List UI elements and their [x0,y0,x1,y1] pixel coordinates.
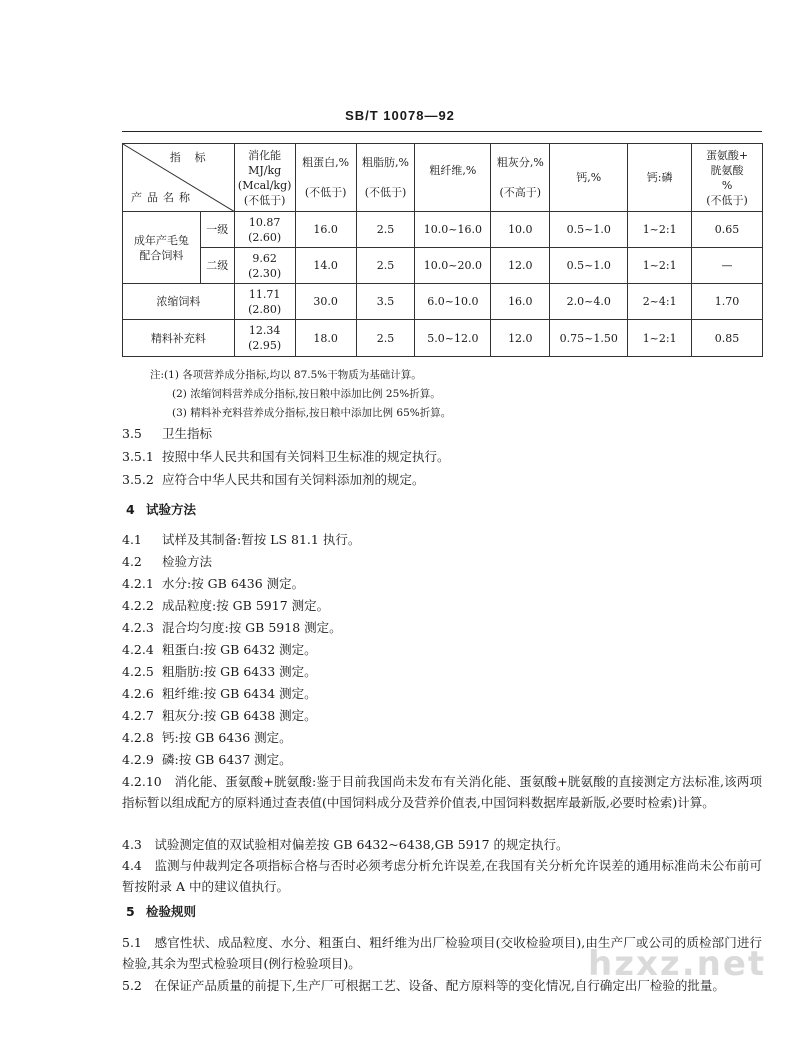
protein-cell: 30.0 [295,284,356,320]
protein-cell: 18.0 [295,320,356,357]
clause-4-2-10: 4.2.10 消化能、蛋氨酸+胱氨酸:鉴于目前我国尚未发布有关消化能、蛋氨酸+胱氨酸的直接测定方法标准,该两项指标暂以组成配方的原料通过查表值(中国饲料成分及营养价值表,中国饲料数据库最新版,必要时检索)计算。 [122,774,762,810]
ash-cell: 12.0 [491,248,550,284]
table-row [123,248,763,284]
clause-3-5-2: 3.5.2 应符合中华人民共和国有关饲料添加剂的规定。 [122,472,425,487]
amino-acid-cell: 0.65 [692,212,763,248]
table-row [123,284,763,320]
clause-5-1: 5.1 感官性状、成品粒度、水分、粗蛋白、粗纤维为出厂检验项目(交收检验项目),由生产厂或公司的质检部门进行检验,其余为型式检验项目(例行检验项目)。 [122,935,762,971]
ratio-cell: 1~2:1 [628,212,692,248]
note-line: (3) 精料补充料营养成分指标,按日粮中添加比例 65%折算。 [172,407,452,419]
fiber-cell: 10.0~20.0 [415,248,491,284]
ratio-cell: 1~2:1 [628,248,692,284]
amino-acid-cell: 1.70 [692,284,763,320]
clause-4-2-8: 4.2.8 钙:按 GB 6436 测定。 [122,730,292,745]
table-notes [150,366,451,423]
note-line: (2) 浓缩饲料营养成分指标,按日粮中添加比例 25%折算。 [172,388,441,400]
table-row [123,212,763,248]
calcium-cell: 0.5~1.0 [550,212,628,248]
nutrient-spec-table [122,143,763,357]
product-name-cell: 浓缩饲料 [123,284,235,320]
clause-4-2-1: 4.2.1 水分:按 GB 6436 测定。 [122,576,305,591]
section-3-5: 3.5 卫生指标 [122,426,213,441]
section-4-heading: 4 试验方法 [126,502,197,517]
group-label: 成年产毛兔 配合饲料 [123,212,201,284]
watermark: hzxz.net [588,944,767,984]
grade-cell: 一级 [200,212,234,248]
clause-4-2-9: 4.2.9 磷:按 GB 6437 测定。 [122,752,292,767]
header-fat: 粗脂肪,% (不低于) [356,144,415,212]
clause-4-2-2: 4.2.2 成品粒度:按 GB 5917 测定。 [122,598,330,613]
header-ca-p-ratio: 钙:磷 [628,144,692,212]
header-ash: 粗灰分,% (不高于) [491,144,550,212]
ratio-cell: 1~2:1 [628,320,692,357]
ash-cell: 10.0 [491,212,550,248]
header-amino-acids: 蛋氨酸+ 胱氨酸 % (不低于) [692,144,763,212]
energy-cell: 11.71 (2.80) [234,284,295,320]
energy-cell: 12.34 (2.95) [234,320,295,357]
clause-4-2: 4.2 检验方法 [122,554,213,569]
fat-cell: 2.5 [356,212,415,248]
section-5-heading: 5 检验规则 [126,904,197,919]
ash-cell: 16.0 [491,284,550,320]
amino-acid-cell: — [692,248,763,284]
energy-cell: 9.62 (2.30) [234,248,295,284]
corner-cell [123,144,235,212]
header-rule [122,131,762,132]
document-code: SB/T 10078—92 [345,108,455,123]
header-calcium: 钙,% [550,144,628,212]
table-row [123,320,763,357]
protein-cell: 16.0 [295,212,356,248]
clause-5-2: 5.2 在保证产品质量的前提下,生产厂可根据工艺、设备、配方原料等的变化情况,自行确定出厂检验的批量。 [122,978,725,993]
header-protein: 粗蛋白,% (不低于) [295,144,356,212]
clause-4-2-3: 4.2.3 混合均匀度:按 GB 5918 测定。 [122,620,342,635]
fiber-cell: 10.0~16.0 [415,212,491,248]
ash-cell: 12.0 [491,320,550,357]
fat-cell: 3.5 [356,284,415,320]
header-energy: 消化能 MJ/kg (Mcal/kg) (不低于) [234,144,295,212]
note-line: 注:(1) 各项营养成分指标,均以 87.5%干物质为基础计算。 [150,369,422,381]
clause-4-4: 4.4 监测与仲裁判定各项指标合格与否时必须考虑分析允许误差,在我国有关分析允许误差的通用标准尚未公布前可暂按附录 A 中的建议值执行。 [122,858,762,894]
clause-4-2-5: 4.2.5 粗脂肪:按 GB 6433 测定。 [122,664,317,679]
amino-acid-cell: 0.85 [692,320,763,357]
fiber-cell: 6.0~10.0 [415,284,491,320]
clause-4-1: 4.1 试样及其制备:暂按 LS 81.1 执行。 [122,532,361,547]
corner-bottom-label: 产品名称 [131,191,195,204]
fat-cell: 2.5 [356,248,415,284]
corner-top-label: 指标 [169,151,220,164]
ratio-cell: 2~4:1 [628,284,692,320]
grade-cell: 二级 [200,248,234,284]
table-header-row [123,144,763,212]
clause-3-5-1: 3.5.1 按照中华人民共和国有关饲料卫生标准的规定执行。 [122,449,450,464]
protein-cell: 14.0 [295,248,356,284]
fat-cell: 2.5 [356,320,415,357]
calcium-cell: 2.0~4.0 [550,284,628,320]
calcium-cell: 0.5~1.0 [550,248,628,284]
header-fiber: 粗纤维,% [415,144,491,212]
clause-4-2-7: 4.2.7 粗灰分:按 GB 6438 测定。 [122,708,317,723]
fiber-cell: 5.0~12.0 [415,320,491,357]
clause-4-2-4: 4.2.4 粗蛋白:按 GB 6432 测定。 [122,642,317,657]
calcium-cell: 0.75~1.50 [550,320,628,357]
clause-4-3: 4.3 试验测定值的双试验相对偏差按 GB 6432~6438,GB 5917 的规定执行。 [122,837,569,852]
product-name-cell: 精料补充料 [123,320,235,357]
clause-4-2-6: 4.2.6 粗纤维:按 GB 6434 测定。 [122,686,317,701]
energy-cell: 10.87 (2.60) [234,212,295,248]
